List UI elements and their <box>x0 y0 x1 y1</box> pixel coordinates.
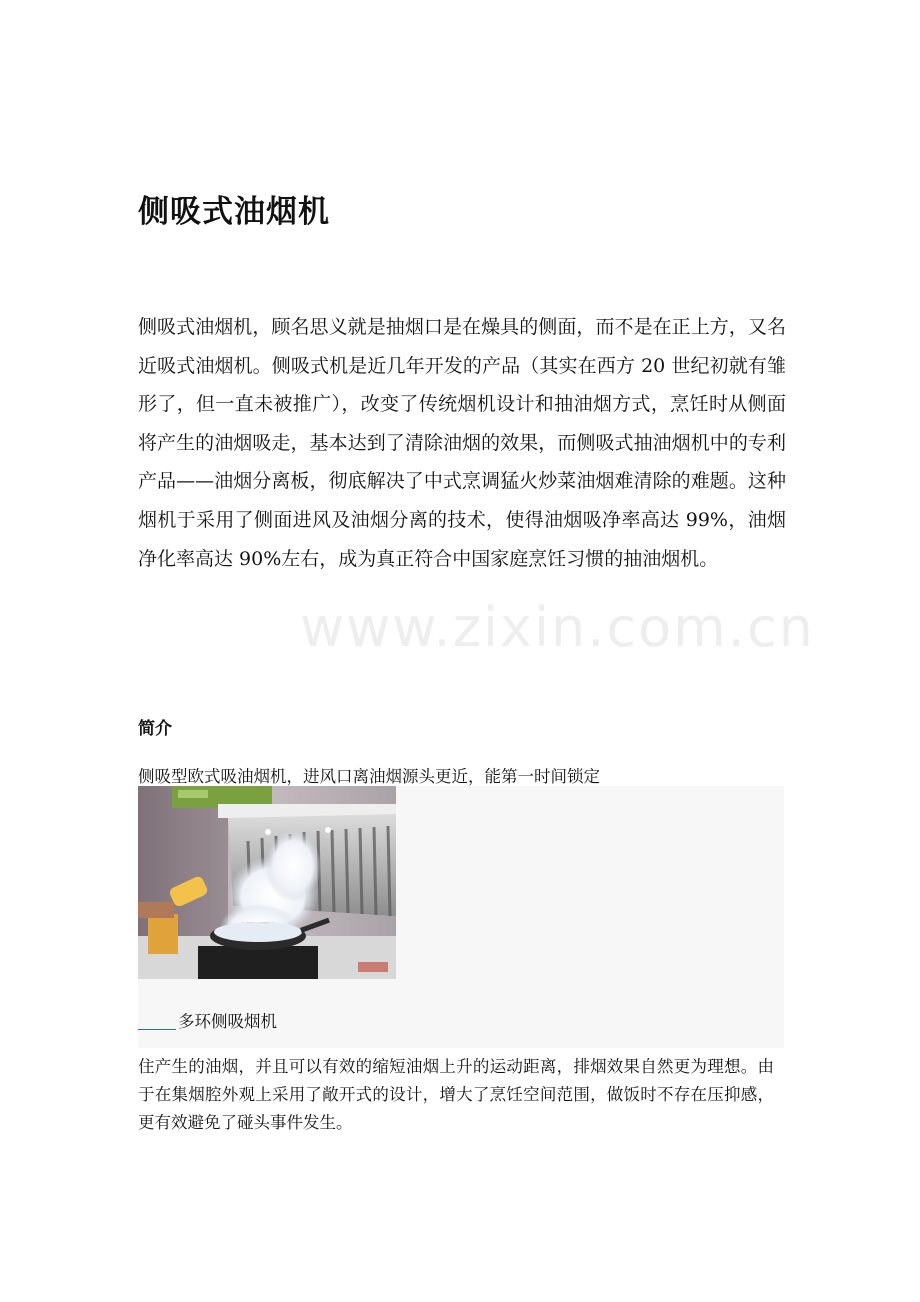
watermark-text: www.zixin.com.cn <box>300 596 815 659</box>
figure-box <box>138 786 784 1048</box>
range-hood-photo <box>138 786 396 979</box>
body-paragraph: 侧吸式油烟机，顾名思义就是抽烟口是在燥具的侧面，而不是在正上方，又名近吸式油烟机。侧吸式机是近几年开发的产品（其实在西方 20 世纪初就有雏形了，但一直未被推广），改变了传统烟机设计和抽油烟方式，烹饪时从侧面将产生的油烟吸走，基本达到了清除油烟的效果，而侧吸式抽油烟机中的专利产品——油烟分离板，彻底解决了中式烹调猛火炒菜油烟难清除的难题。这种烟机于采用了侧面进风及油烟分离的技术，使得油烟吸净率高达 99%，油烟净化率高达 90%左右，成为真正符合中国家庭烹饪习惯的抽油烟机。 <box>138 316 786 570</box>
section-heading: 简介 <box>138 719 172 739</box>
document-title: 侧吸式油烟机 <box>138 194 330 230</box>
after-paragraph: 住产生的油烟，并且可以有效的缩短油烟上升的运动距离，排烟效果自然更为理想。由于在集烟腔外观上采用了敞开式的设计，增大了烹饪空间范围，做饭时不存在压抑感，更有效避免了碰头事件发生。 <box>138 1057 774 1132</box>
caption-text: 多环侧吸烟机 <box>178 1012 277 1031</box>
figure-caption <box>138 1008 277 1032</box>
intro-line: 侧吸型欧式吸油烟机，进风口离油烟源头更近，能第一时间锁定 <box>138 767 600 786</box>
caption-underline <box>138 1028 176 1030</box>
